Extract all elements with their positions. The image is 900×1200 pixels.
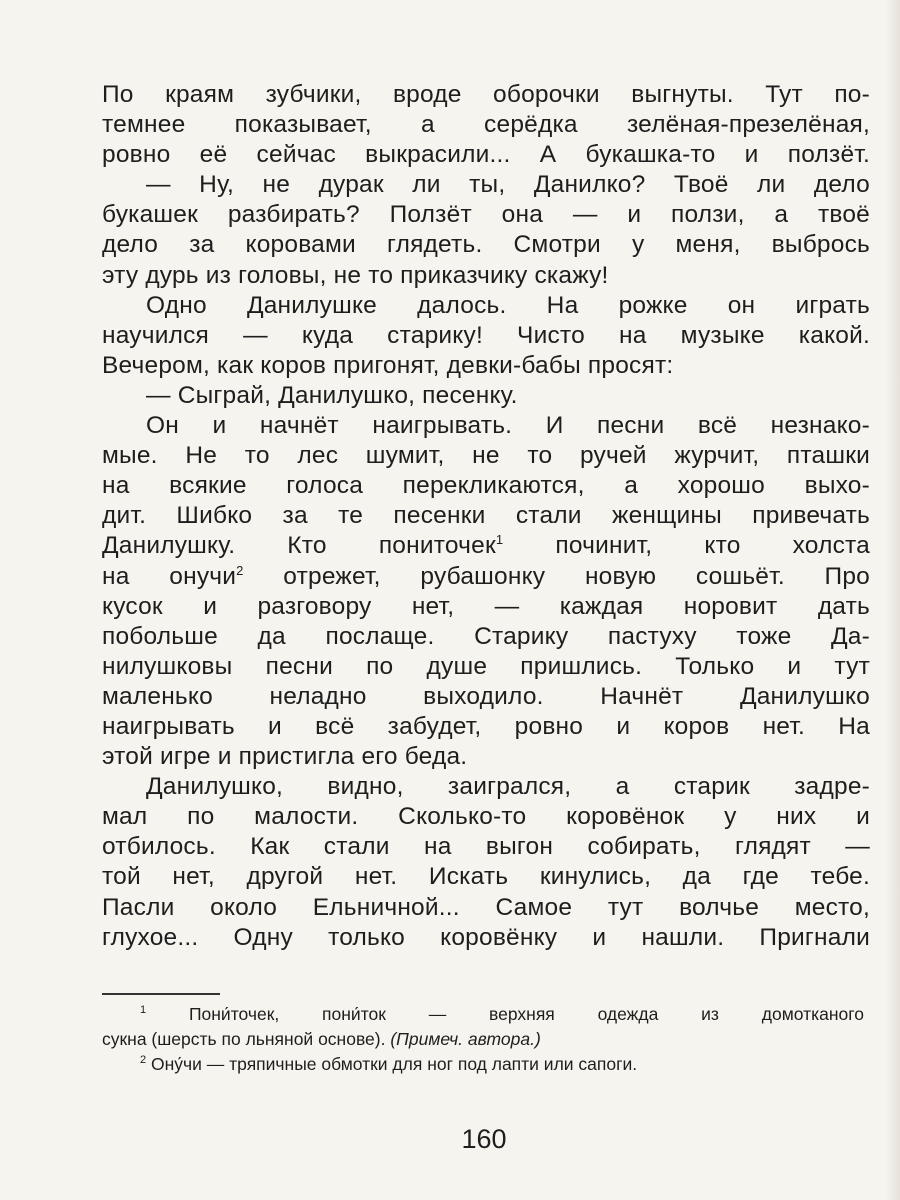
line-text: — Сыграй, Данилушко, песенку. <box>146 381 518 409</box>
footnote-number: 2 <box>140 1054 147 1067</box>
text-line <box>102 321 870 351</box>
text-line <box>102 80 870 110</box>
line-text: кусок и разговору нет, — каждая норовит дать <box>102 592 870 620</box>
footnote-reference: 2 <box>236 562 244 578</box>
line-text: Вечером, как коров пригонят, девки-бабы просят: <box>102 351 674 379</box>
page-edge-shadow <box>886 0 900 1200</box>
text-line <box>102 592 870 622</box>
line-text: Он и начнёт наигрывать. И песни всё незнако- <box>146 412 870 440</box>
footnote-number: 1 <box>140 1004 147 1017</box>
text-line <box>102 411 870 441</box>
line-text: мал по малости. Сколько-то коровёнок у них и <box>102 803 870 831</box>
text-line <box>102 110 870 140</box>
footnote-2 <box>102 1052 864 1077</box>
text-line <box>102 441 870 471</box>
text-line <box>102 923 870 953</box>
page-number: 160 <box>461 1124 507 1154</box>
line-text: починит, кто холста <box>503 532 870 560</box>
text-line <box>102 562 870 592</box>
text-line <box>102 381 870 411</box>
text-line <box>102 471 870 501</box>
line-text: мые. Не то лес шумит, не то ручей журчит, пташки <box>102 442 870 470</box>
line-text: Пасли около Ельничной... Самое тут волчье место, <box>102 893 870 921</box>
footnote-1-continued <box>102 1027 864 1052</box>
text-line <box>102 893 870 923</box>
line-text: Одно Данилушке далось. На рожке он играть <box>146 291 870 319</box>
text-line <box>102 742 870 772</box>
line-text: темнее показывает, а серёдка зелёная-презелёная, <box>102 111 870 139</box>
line-text: наигрывать и всё забудет, ровно и коров нет. На <box>102 712 870 740</box>
text-line <box>102 682 870 712</box>
line-text: маленько неладно выходило. Начнёт Данилушко <box>102 682 870 710</box>
text-line <box>102 140 870 170</box>
line-text: научился — куда старику! Чисто на музыке какой. <box>102 321 870 349</box>
text-line <box>102 291 870 321</box>
line-text: Данилушко, видно, заигрался, а старик задре- <box>146 773 870 801</box>
line-text: на онучи <box>102 562 237 590</box>
footnote-text: Ону́чи — тряпичные обмотки для ног под лапти или сапоги. <box>151 1054 638 1074</box>
line-text: дит. Шибко за те песенки стали женщины привечать <box>102 502 870 530</box>
line-text: этой игре и пристигла его беда. <box>102 743 468 771</box>
text-line <box>102 862 870 892</box>
text-line <box>102 261 870 291</box>
line-text: глухое... Одну только коровёнку и нашли. Пригнали <box>102 923 870 951</box>
line-text: отрежет, рубашонку новую сошьёт. Про <box>243 562 871 590</box>
line-text: той нет, другой нет. Искать кинулись, да где тебе. <box>102 863 870 891</box>
text-line <box>102 772 870 802</box>
footnote-text: Пони́точек, пони́ток — верхняя одежда из домотканого <box>188 1004 864 1024</box>
footnote-1 <box>102 1002 864 1027</box>
text-line <box>102 531 870 561</box>
text-line <box>102 170 870 200</box>
line-text: — Ну, не дурак ли ты, Данилко? Твоё ли дело <box>146 171 870 199</box>
line-text: По краям зубчики, вроде оборочки выгнуты. Тут по- <box>102 81 870 108</box>
text-line <box>102 622 870 652</box>
body-text <box>102 80 870 953</box>
text-line <box>102 712 870 742</box>
text-line <box>102 832 870 862</box>
text-line <box>102 802 870 832</box>
footnote-text: сукна (шерсть по льняной основе). <box>102 1029 391 1049</box>
line-text: побольше да послаще. Старику пастуху тоже Да- <box>102 622 870 650</box>
line-text: ровно её сейчас выкрасили... А букашка-то и ползёт. <box>102 141 870 169</box>
text-line <box>102 501 870 531</box>
line-text: дело за коровами глядеть. Смотри у меня, выбрось <box>102 231 870 259</box>
author-note: (Примеч. автора.) <box>390 1029 541 1049</box>
footnotes <box>102 1002 864 1077</box>
footnote-reference: 1 <box>495 532 504 548</box>
text-line <box>102 652 870 682</box>
line-text: нилушковы песни по душе пришлись. Только и тут <box>102 652 870 680</box>
footnote-divider <box>102 993 220 995</box>
text-line <box>102 200 870 230</box>
line-text: Данилушку. Кто пониточек <box>102 532 496 560</box>
text-line <box>102 230 870 260</box>
line-text: на всякие голоса перекликаются, а хорошо выхо- <box>102 472 870 500</box>
text-line <box>102 351 870 381</box>
line-text: отбилось. Как стали на выгон собирать, глядят — <box>102 833 870 861</box>
line-text: эту дурь из головы, не то приказчику скажу! <box>102 261 609 289</box>
line-text: букашек разбирать? Ползёт она — и ползи, а твоё <box>102 201 870 229</box>
